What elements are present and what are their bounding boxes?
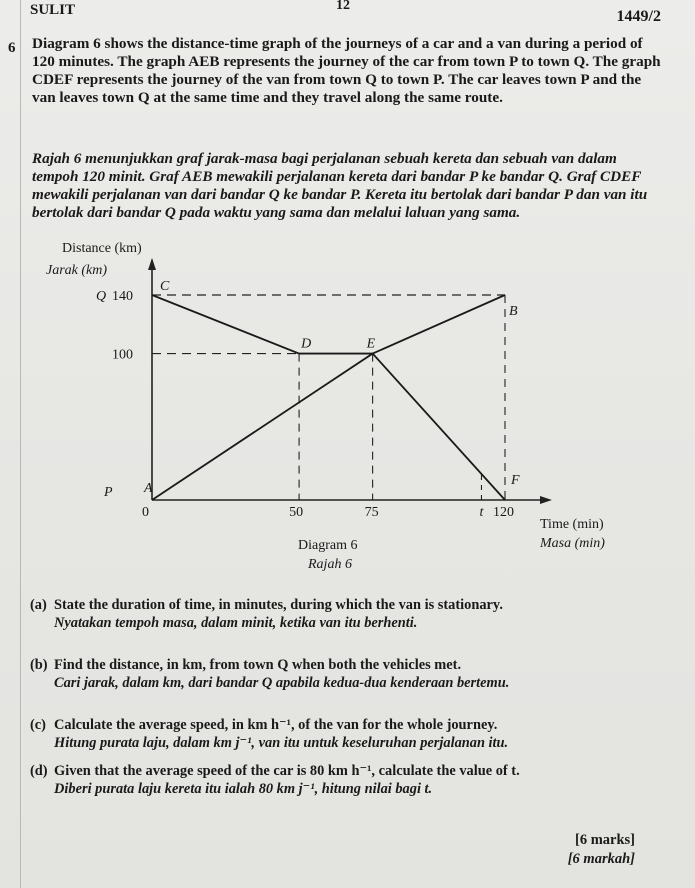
paper-code: 1449/2 [616, 8, 661, 25]
page-number: 12 [336, 0, 350, 13]
part-d [30, 762, 670, 798]
x-tick-75: 75 [364, 505, 379, 520]
part-d-text-en: Given that the average speed of the car is 80 km h⁻¹, calculate the value of t. [54, 763, 520, 779]
chart-layer [112, 279, 520, 520]
x-tick-t: t [479, 505, 484, 520]
part-c [30, 716, 670, 752]
x-tick-120: 120 [493, 505, 514, 520]
part-c-label: (c) [30, 717, 46, 733]
point-label-a: A [144, 481, 153, 496]
town-q-label: Q [96, 289, 107, 304]
point-label-c: C [160, 279, 170, 294]
point-label-b: B [509, 304, 518, 319]
graph-svg [40, 238, 640, 588]
marks-ms: [6 markah] [567, 851, 635, 867]
x-axis-arrow [540, 496, 552, 504]
part-c-text-ms: Hitung purata laju, dalam km j⁻¹, van itu untuk keseluruhan perjalanan itu. [54, 735, 509, 751]
car-line-aeb [152, 295, 505, 500]
part-c-text-en: Calculate the average speed, in km h⁻¹, of the van for the whole journey. [54, 717, 498, 733]
point-label-e: E [366, 336, 376, 352]
part-d-label: (d) [30, 763, 48, 779]
y-tick-100: 100 [112, 347, 133, 363]
marks-en: [6 marks] [574, 832, 635, 848]
y-axis-label-en: Distance (km) [62, 241, 142, 256]
van-line-cdef [152, 295, 505, 500]
margin-line [20, 0, 21, 888]
point-label-d: D [301, 336, 312, 352]
part-b-text-en: Find the distance, in km, from town Q when both the vehicles met. [54, 657, 462, 673]
x-axis-label-ms: Masa (min) [540, 536, 605, 551]
part-d-text-ms: Diberi purata laju kereta itu ialah 80 km j⁻¹, hitung nilai bagi t. [54, 781, 433, 797]
diagram-caption-en: Diagram 6 [298, 538, 358, 553]
point-label-f: F [511, 473, 520, 488]
part-a-text-en: State the duration of time, in minutes, during which the van is stationary. [54, 597, 503, 613]
part-a [30, 596, 670, 632]
intro-malay: Rajah 6 menunjukkan graf jarak-masa bagi perjalanan sebuah kereta dan sebuah van dalam tempoh 120 minit. Graf AEB mewakili perjalanan kereta dari bandar P ke bandar Q. Graf CDEF mewakili perjalanan van dari bandar Q ke bandar P. Kereta itu bertolak dari bandar P dan van itu bertolak dari bandar Q pada waktu yang sama dan melalui laluan yang sama. [32, 150, 648, 221]
x-tick-50: 50 [289, 505, 304, 520]
part-a-text-ms: Nyatakan tempoh masa, dalam minit, ketika van itu berhenti. [54, 615, 418, 631]
header-left: SULIT [30, 2, 76, 18]
x-axis-label-en: Time (min) [540, 517, 604, 532]
town-p-label: P [104, 485, 113, 500]
part-a-label: (a) [30, 597, 47, 613]
y-axis-label-ms: Jarak (km) [46, 263, 108, 278]
question-number: 6 [8, 40, 16, 56]
diagram-caption-ms: Rajah 6 [308, 557, 352, 572]
part-b [30, 656, 670, 692]
y-tick-140: 140 [112, 289, 133, 304]
distance-time-graph [40, 238, 640, 588]
intro-english: Diagram 6 shows the distance-time graph of the journeys of a car and a van during a period of 120 minutes. The graph AEB represents the journey of the car from town P to town Q. The graph CDEF represents the journey of the van from town Q to town P. The car leaves town P and the van leaves town Q at the same time and they travel along the same route. [32, 35, 661, 106]
x-tick-0: 0 [142, 505, 149, 520]
part-b-label: (b) [30, 657, 48, 673]
part-b-text-ms: Cari jarak, dalam km, dari bandar Q apabila kedua-dua kenderaan bertemu. [54, 675, 510, 691]
